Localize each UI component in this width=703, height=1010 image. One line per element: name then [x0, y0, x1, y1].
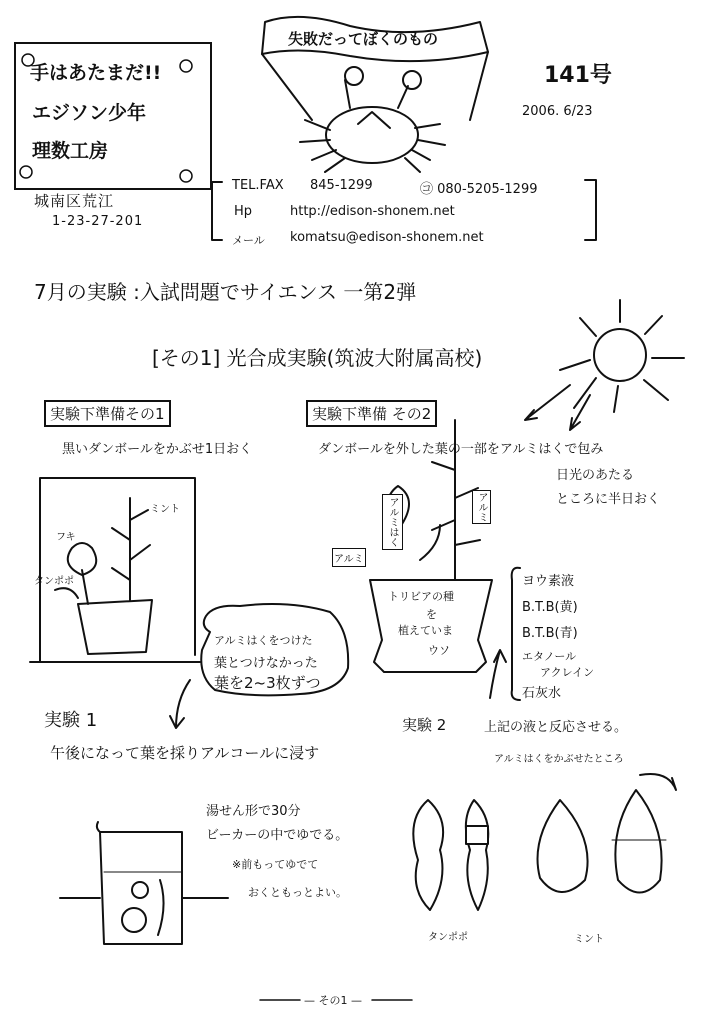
beaker-illustration	[60, 822, 228, 944]
bubble-line-2: 葉とつけなかった	[214, 656, 318, 671]
reagent-2: B.T.B(黄)	[522, 600, 578, 615]
label-mint: ミント	[150, 504, 180, 515]
reagent-6: 石灰水	[522, 686, 562, 701]
prep1-text: 黒いダンボールをかぶせ1日おく	[62, 442, 253, 457]
prep2-text-2a: 日光のあたる	[556, 468, 635, 483]
prep2-text: ダンボールを外した葉の一部をアルミはくで包み	[318, 442, 604, 457]
contact-hp-value[interactable]: http://edison-shonem.net	[290, 204, 455, 219]
address-line-2: 1-23-27-201	[52, 214, 144, 229]
prep1-label: 実験下準備その1	[44, 400, 171, 427]
exp1-text: 午後になって葉を採りアルコールに浸す	[50, 744, 320, 762]
pot-text-2: を	[426, 608, 437, 621]
bubble-line-3: 葉を2~3枚ずつ	[214, 674, 321, 692]
prep2-label: 実験下準備 その2	[306, 400, 437, 427]
sun-illustration	[560, 300, 684, 412]
sign-line-3: 理数工房	[32, 140, 109, 162]
contact-mail-value[interactable]: komatsu@edison-shonem.net	[290, 230, 484, 245]
label-fuki: フキ	[56, 532, 76, 543]
school-sign-board	[14, 42, 212, 190]
contact-tel-label: TEL.FAX	[232, 178, 284, 193]
foil-tag-3: アルミ	[472, 490, 491, 524]
label-tanpopo: タンポポ	[34, 576, 74, 587]
page-footer: — その1 —	[304, 994, 362, 1007]
contact-mail-label: メール	[232, 234, 265, 247]
pot-text-1: トリビアの種	[388, 590, 454, 603]
exp1-note-2: ビーカーの中でゆでる。	[206, 828, 349, 843]
sign-line-1: 手はあたまだ!!	[30, 62, 162, 84]
foil-tag-1: アルミはく	[382, 494, 403, 550]
reagent-4: エタノール	[522, 650, 577, 663]
issue-number: 141号	[544, 63, 612, 88]
reagent-3: B.T.B(青)	[522, 626, 578, 641]
page-subtitle: [その1] 光合成実験(筑波大附属高校)	[152, 346, 483, 370]
exp2-label-tanpopo: タンポポ	[428, 932, 468, 943]
exp2-annotation: アルミはくをかぶせたところ	[494, 754, 624, 765]
contact-mobile: ㋙ 080-5205-1299	[420, 182, 538, 197]
sign-line-2: エジソン少年	[32, 102, 147, 124]
bubble-line-1: アルミはくをつけた	[214, 634, 313, 647]
address-line-1: 城南区荒江	[34, 192, 115, 210]
pot-text-4: ウソ	[428, 644, 450, 657]
foil-tag-2: アルミ	[332, 548, 366, 567]
pot-text-3: 植えていま	[398, 624, 453, 637]
exp1-note-1: 湯せん形で30分	[206, 804, 301, 819]
reagent-1: ヨウ素液	[522, 574, 575, 589]
exp1-note-3: ※前もってゆでて	[232, 858, 319, 871]
issue-date: 2006. 6/23	[522, 104, 593, 119]
exp2-text: 上記の液と反応させる。	[484, 720, 628, 735]
exp2-label: 実験 2	[402, 716, 447, 734]
prep2-text-2b: ところに半日おく	[556, 492, 661, 507]
contact-tel-value: 845-1299	[310, 178, 373, 193]
reagent-5: アクレイン	[540, 666, 595, 679]
page-title: 7月の実験 :入試問題でサイエンス 一第2弾	[34, 280, 417, 304]
exp1-note-4: おくともっとよい。	[248, 886, 347, 899]
contact-hp-label[interactable]: Hp	[234, 204, 253, 219]
exp1-label: 実験 1	[44, 710, 98, 731]
leaf-results-illustration	[413, 774, 676, 910]
exp2-label-mint: ミント	[574, 934, 604, 945]
banner-text: 失敗だってぼくのもの	[288, 30, 439, 48]
